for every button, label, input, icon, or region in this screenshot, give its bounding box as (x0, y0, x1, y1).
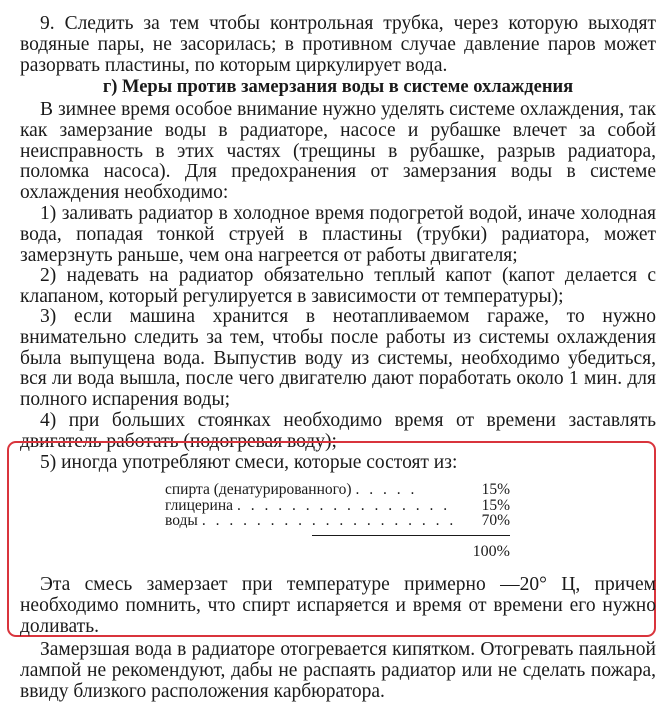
leader-dots: . . . . . . . . . . . . . . . . (237, 497, 451, 513)
list-item-3: 3) если машина хранится в неотапливаемом гараже, то нужно внимательно следить за тем, чтобы после работы из системы охлаждения была выпущена вода. Выпустив воду из системы, необходимо убедиться, вся ли вода вышла, после чего двигателю дают поработать около 1 мин. для полного испарения воды; (20, 306, 656, 411)
mixture-value: 15% (481, 481, 510, 498)
leader-dots: . . . . . (355, 482, 418, 497)
paragraph-intro: В зимнее время особое внимание нужно уделять системе охлаждения, так как замерзание воды в радиаторе, насосе и рубашке влечет за собой неисправность в этих частях (трещины в рубашке, разрыв радиатора, поломка насоса). Для предохранения от замерзания воды в системе охлаждения необходимо: (20, 99, 656, 204)
mixture-row-water (165, 513, 510, 529)
total-divider (312, 535, 510, 536)
mixture-name: воды (165, 512, 198, 529)
mixture-row-alcohol (165, 482, 510, 498)
mixture-total: 100% (472, 543, 510, 560)
paragraph-note: Эта смесь замерзает при температуре примерно —20° Ц, причем необходимо помнить, что спирт испаряется и время от времени его нужно доливать. (20, 574, 656, 637)
list-item-1: 1) заливать радиатор в холодное время подогретой водой, иначе холодная вода, попадая тонкой струей в пластины (трубки) радиатора, может замерзнуть раньше, чем она нагреется от работы двигателя; (20, 203, 656, 266)
leader-dots: . . . . . . . . . . . . . . . . . . . (201, 513, 457, 528)
list-item-5: 5) иногда употребляют смеси, которые состоят из: (40, 452, 458, 473)
mixture-value: 70% (481, 512, 510, 529)
paragraph-closing: Замерзшая вода в радиаторе отогревается кипятком. Отогревать паяльной лампой не рекомендуют, дабы не распаять радиатор или не сделать пожара, ввиду близкого расположения карбюратора. (20, 639, 656, 702)
mixture-row-glycerin (165, 498, 510, 514)
list-item-2: 2) надевать на радиатор обязательно теплый капот (капот делается с клапаном, который регулируется в зависимости от температуры); (20, 265, 656, 307)
paragraph-item-9: 9. Следить за тем чтобы контрольная трубка, через которую выходят водяные пары, не засорилась; в противном случае давление паров может разорвать пластины, по которым циркулирует вода. (20, 13, 656, 76)
mixture-table (165, 482, 510, 529)
mixture-name: глицерина (165, 496, 233, 514)
mixture-name: спирта (денатурированного) (165, 481, 352, 498)
mixture-value: 15% (481, 496, 510, 514)
list-item-4: 4) при больших стоянках необходимо время от времени заставлять двигатель работать (подогревая воду); (20, 410, 656, 452)
section-heading: г) Меры против замерзания воды в системе охлаждения (102, 77, 574, 97)
